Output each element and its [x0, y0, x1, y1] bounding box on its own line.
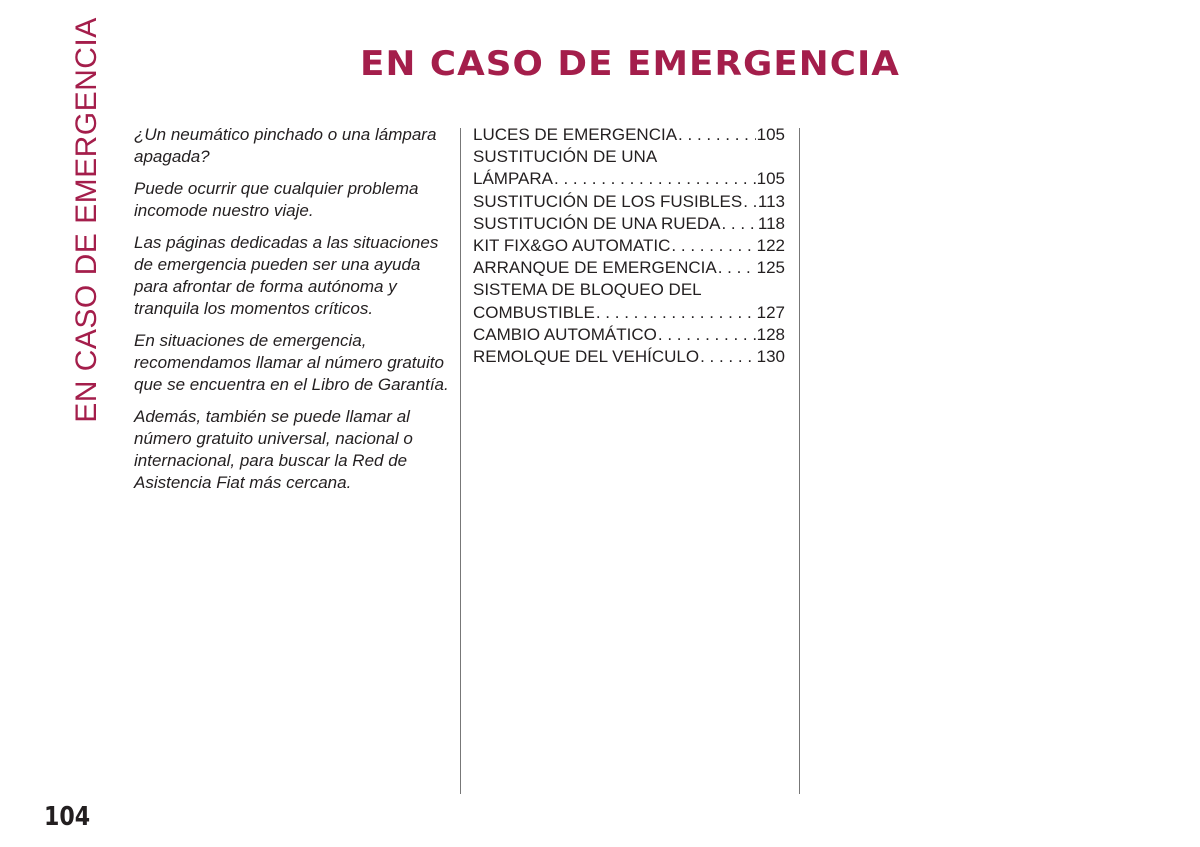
toc-entry[interactable] — [473, 279, 785, 323]
intro-paragraph: En situaciones de emergencia, recomendamos llamar al número gratuito que se encuentra en el Libro de Garantía. — [134, 331, 449, 394]
toc-leader-dots — [743, 191, 757, 213]
page-number: 104 — [44, 802, 91, 832]
toc-entry-page: 118 — [757, 213, 785, 233]
intro-paragraph: ¿Un neumático pinchado o una lámpara apagada? — [134, 125, 437, 166]
intro-paragraph: Puede ocurrir que cualquier problema incomode nuestro viaje. — [134, 179, 419, 220]
column-divider-left — [460, 128, 461, 794]
toc-entry-page: 128 — [756, 324, 785, 344]
toc-leader-dots — [721, 213, 756, 235]
toc-leader-dots — [554, 168, 756, 190]
toc-entry-title: SUSTITUCIÓN DE UNA RUEDA — [473, 213, 721, 233]
intro-paragraph: Las páginas dedicadas a las situaciones de emergencia pueden ser una ayuda para afrontar de forma autónoma y tranquila los momentos críticos. — [134, 233, 439, 318]
toc-entry[interactable] — [473, 213, 785, 235]
toc-entry-title: REMOLQUE DEL VEHÍCULO — [473, 347, 700, 367]
page-title: EN CASO DE EMERGENCIA — [360, 44, 900, 84]
toc-entry-title: LUCES DE EMERGENCIA — [473, 125, 678, 144]
section-side-tab-label: EN CASO DE EMERGENCIA — [70, 17, 104, 423]
toc-entry[interactable] — [473, 324, 785, 346]
toc-entry[interactable] — [473, 124, 785, 146]
toc-entry-page: 105 — [756, 125, 785, 144]
toc-entry-lead: SUSTITUCIÓN DE UNA — [473, 147, 658, 167]
toc-entry-title: COMBUSTIBLE — [473, 302, 595, 322]
toc-entry-page: 113 — [757, 191, 785, 211]
toc-leader-dots — [671, 235, 755, 257]
toc-leader-dots — [658, 324, 756, 346]
toc-leader-dots — [718, 257, 756, 279]
toc-leader-dots — [700, 346, 756, 368]
section-side-tab — [67, 17, 107, 423]
toc-entry-title: ARRANQUE DE EMERGENCIA — [473, 258, 717, 278]
toc-leader-dots — [678, 124, 756, 146]
intro-text — [134, 124, 452, 504]
table-of-contents — [473, 124, 785, 368]
intro-paragraph: Además, también se puede llamar al número gratuito universal, nacional o internacional, para buscar la Red de Asistencia Fiat más cercana. — [134, 407, 413, 492]
toc-entry-title: KIT FIX&GO AUTOMATIC — [473, 236, 671, 256]
column-divider-right — [799, 128, 800, 794]
toc-entry-page: 130 — [756, 347, 785, 367]
toc-entry[interactable] — [473, 257, 785, 279]
toc-entry[interactable] — [473, 146, 785, 190]
toc-entry-title: LÁMPARA — [473, 169, 553, 189]
toc-entry-page: 105 — [756, 169, 785, 189]
toc-leader-dots — [596, 302, 756, 324]
toc-entry-page: 127 — [756, 302, 785, 322]
toc-entry-title: CAMBIO AUTOMÁTICO — [473, 324, 657, 344]
toc-entry[interactable] — [473, 346, 785, 368]
toc-entry[interactable] — [473, 191, 785, 213]
toc-entry-title: SUSTITUCIÓN DE LOS FUSIBLES — [473, 191, 743, 211]
toc-entry-page: 125 — [756, 258, 785, 278]
toc-entry-page: 122 — [756, 236, 785, 256]
toc-entry-lead: SISTEMA DE BLOQUEO DEL — [473, 280, 702, 300]
toc-entry[interactable] — [473, 235, 785, 257]
